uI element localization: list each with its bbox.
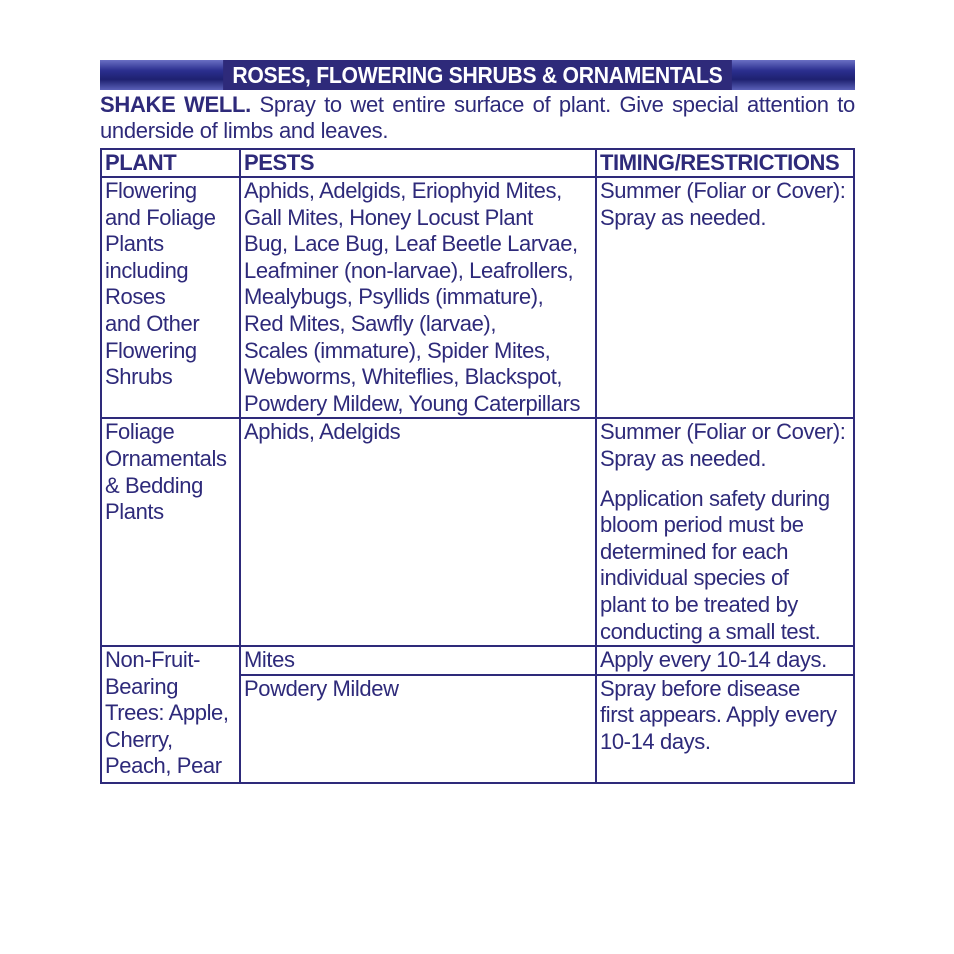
table-row (101, 177, 854, 418)
pests-cell: Aphids, Adelgids, Eriophyid Mites, Gall Mites, Honey Locust Plant Bug, Lace Bug, Leaf Beetle Larvae, Leafminer (non-larvae), Leafrollers, Mealybugs, Psyllids (immature), Red Mites, Sawfly (larvae), Scales (immature), Spider Mites, Webworms, Whiteflies, Blackspot, Powdery Mildew, Young Caterpillars (240, 177, 596, 418)
timing-cell: Apply every 10-14 days. (596, 646, 854, 675)
pests-cell: Mites (240, 646, 596, 675)
table-header-row (101, 149, 854, 177)
table-row (101, 418, 854, 646)
timing-cell: Spray before disease first appears. Apply every 10-14 days. (596, 675, 854, 783)
section-title: ROSES, FLOWERING SHRUBS & ORNAMENTALS (223, 60, 732, 90)
plant-cell: Flowering and Foliage Plants including Roses and Other Flowering Shrubs (101, 177, 240, 418)
table-row (101, 646, 854, 675)
application-table (100, 148, 855, 784)
shake-well-label: SHAKE WELL. (100, 92, 251, 117)
header-plant: PLANT (101, 149, 240, 177)
header-timing: TIMING/RESTRICTIONS (596, 149, 854, 177)
plant-cell: Foliage Ornamentals & Bedding Plants (101, 418, 240, 646)
pests-cell: Powdery Mildew (240, 675, 596, 783)
timing-note: Application safety during bloom period must be determined for each individual species of plant to be treated by conducting a small test. (600, 485, 830, 644)
plant-cell: Non-Fruit- Bearing Trees: Apple, Cherry, Peach, Pear (101, 646, 240, 783)
timing-text: Summer (Foliar or Cover): Spray as needed. (600, 419, 846, 471)
header-pests: PESTS (240, 149, 596, 177)
pests-cell: Aphids, Adelgids (240, 418, 596, 646)
timing-cell: Summer (Foliar or Cover): Spray as needed. (596, 177, 854, 418)
section-banner (100, 60, 855, 90)
timing-cell (596, 418, 854, 646)
instructions-text: Spray to wet entire surface of plant. Give special attention to underside of limbs and leaves. (100, 92, 855, 143)
instructions-paragraph (100, 92, 855, 144)
